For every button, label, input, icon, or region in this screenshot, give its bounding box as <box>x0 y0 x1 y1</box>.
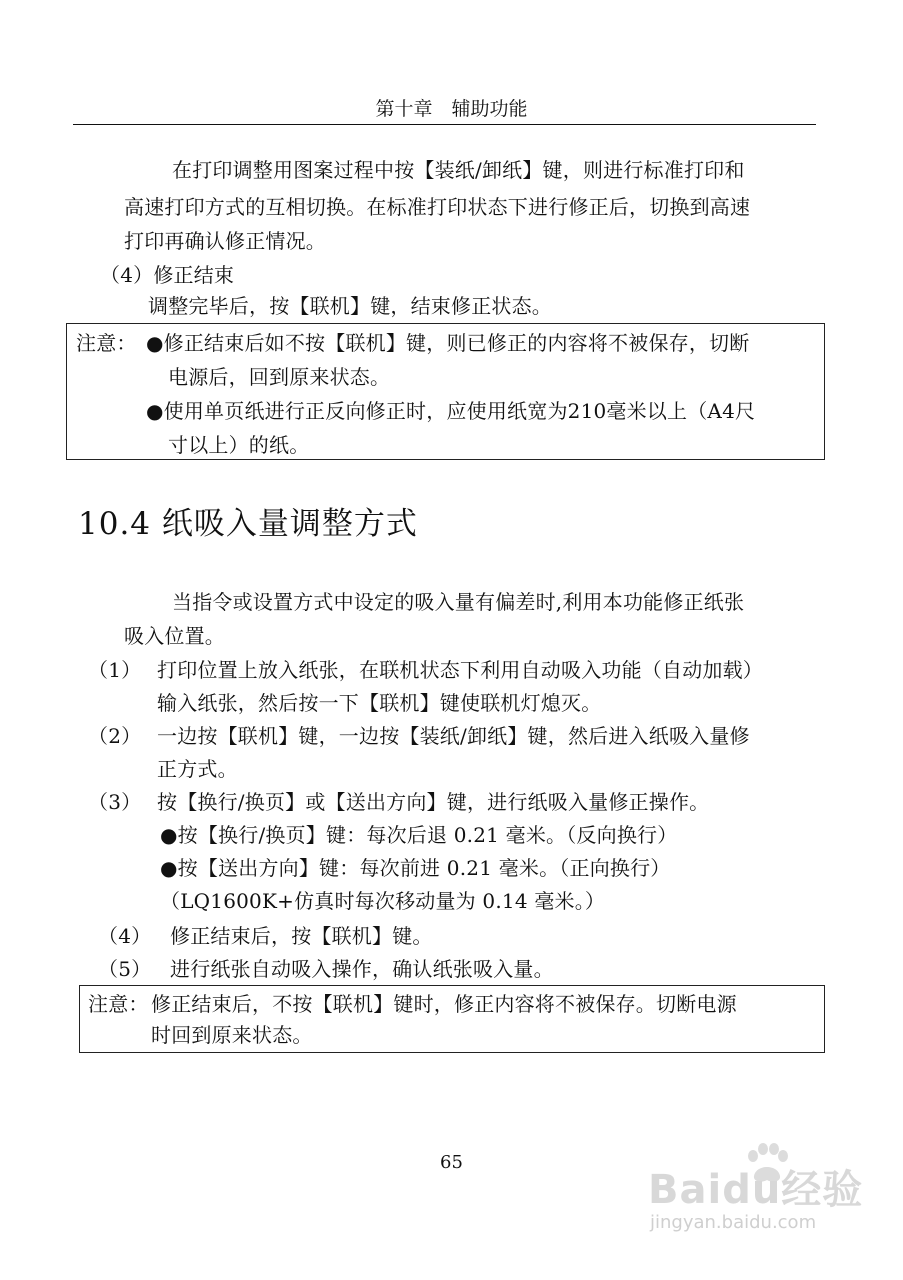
note2-prefix: 注意： <box>88 992 149 1016</box>
section-heading: 10.4 纸吸入量调整方式 <box>78 506 418 542</box>
chapter-header: 第十章 辅助功能 <box>375 98 528 120</box>
step-3-number: （3） <box>88 790 142 814</box>
step-2-number: （2） <box>88 724 142 748</box>
step4-label: （4）修正结束 <box>100 263 235 287</box>
step-5-text: 进行纸张自动吸入操作，确认纸张吸入量。 <box>170 957 554 981</box>
step-4-number: （4） <box>98 924 152 948</box>
note2-line-1: 修正结束后，不按【联机】键时，修正内容将不被保存。切断电源 <box>151 992 737 1016</box>
intro-line-2: 高速打印方式的互相切换。在标准打印状态下进行修正后，切换到高速 <box>124 195 751 219</box>
step-1-line-2: 输入纸张，然后按一下【联机】键使联机灯熄灭。 <box>157 691 602 715</box>
step-1-number: （1） <box>88 658 142 682</box>
note1-item1-line1: ●修正结束后如不按【联机】键，则已修正的内容将不被保存，切断 <box>146 331 750 355</box>
section-intro-line-1: 当指令或设置方式中设定的吸入量有偏差时,利用本功能修正纸张 <box>172 590 745 614</box>
note1-item2-line2: 寸以上）的纸。 <box>168 433 310 457</box>
step-3-bullet-2: ●按【送出方向】键：每次前进 0.21 毫米。（正向换行） <box>160 856 671 880</box>
step-4-text: 修正结束后，按【联机】键。 <box>170 924 433 948</box>
header-rule <box>73 124 816 125</box>
intro-line-1: 在打印调整用图案过程中按【装纸/卸纸】键，则进行标准打印和 <box>172 158 745 182</box>
note1-prefix: 注意： <box>76 331 137 355</box>
section-intro-line-2: 吸入位置。 <box>124 624 225 648</box>
page-number: 65 <box>440 1152 463 1173</box>
step-2-line-1: 一边按【联机】键，一边按【装纸/卸纸】键，然后进入纸吸入量修 <box>157 724 750 748</box>
step-3-bullet-1: ●按【换行/换页】键：每次后退 0.21 毫米。（反向换行） <box>160 823 678 847</box>
intro-line-3: 打印再确认修正情况。 <box>124 229 326 253</box>
note1-item1-line2: 电源后，回到原来状态。 <box>168 365 391 389</box>
watermark-logo: Baidu经验 <box>648 1167 864 1213</box>
note1-item2-line1: ●使用单页纸进行正反向修正时，应使用纸宽为210毫米以上（A4尺 <box>146 399 756 423</box>
step4-text: 调整完毕后，按【联机】键，结束修正状态。 <box>148 294 552 318</box>
watermark-url: jingyan.baidu.com <box>650 1212 817 1233</box>
step-3-line-1: 按【换行/换页】或【送出方向】键，进行纸吸入量修正操作。 <box>157 790 710 814</box>
step-3-note: （LQ1600K+仿真时每次移动量为 0.14 毫米。） <box>160 889 606 913</box>
note2-line-2: 时回到原来状态。 <box>151 1023 313 1047</box>
step-1-line-1: 打印位置上放入纸张，在联机状态下利用自动吸入功能（自动加载） <box>157 658 763 682</box>
step-2-line-2: 正方式。 <box>157 757 238 781</box>
step-5-number: （5） <box>98 957 152 981</box>
